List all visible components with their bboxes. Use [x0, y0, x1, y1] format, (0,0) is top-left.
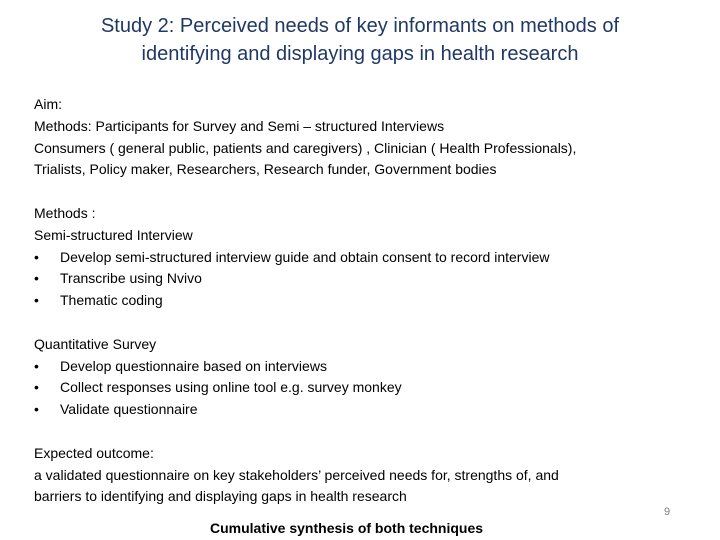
bullet-icon: • [34, 270, 39, 287]
outcome-label: Expected outcome: [34, 444, 154, 461]
survey-item-text: Develop questionnaire based on interviews [60, 357, 327, 374]
bullet-icon: • [34, 357, 39, 374]
slide-title-line-2: identifying and displaying gaps in health research [141, 43, 579, 65]
interview-item-text: Transcribe using Nvivo [60, 270, 202, 287]
interview-item [34, 247, 694, 269]
outcome-line-2: barriers to identifying and displaying gaps in health research [34, 488, 407, 505]
consumers-line-1: Consumers ( general public, patients and caregivers) , Clinician ( Health Professionals), [34, 139, 577, 156]
survey-item-text: Validate questionnaire [60, 401, 198, 418]
spacer [34, 181, 694, 203]
survey-item [34, 356, 694, 378]
spacer [34, 421, 694, 443]
consumers-line-2: Trialists, Policy maker, Researchers, Research funder, Government bodies [34, 161, 497, 178]
slide-body [34, 94, 694, 508]
interview-item [34, 290, 694, 312]
bullet-icon: • [34, 379, 39, 396]
interview-item-text: Develop semi-structured interview guide and obtain consent to record interview [60, 248, 550, 265]
survey-heading: Quantitative Survey [34, 335, 157, 352]
slide-title-line-1: Study 2: Perceived needs of key informants on methods of [100, 15, 620, 37]
survey-item-text: Collect responses using online tool e.g. survey monkey [60, 379, 402, 396]
aim-label: Aim: [34, 96, 62, 112]
methods-label: Methods : [34, 204, 96, 221]
interview-heading: Semi-structured Interview [34, 226, 193, 243]
bullet-icon: • [34, 248, 39, 265]
interview-item-text: Thematic coding [60, 292, 163, 309]
methods-participants: Methods: Participants for Survey and Semi – structured Interviews [34, 117, 445, 134]
bullet-icon: • [34, 292, 39, 309]
spacer [34, 312, 694, 334]
slide-title [40, 12, 680, 68]
page-number: 9 [664, 506, 671, 518]
outcome-line-1: a validated questionnaire on key stakeholders’ perceived needs for, strengths of, and [34, 466, 559, 483]
interview-item [34, 268, 694, 290]
survey-item [34, 377, 694, 399]
survey-item [34, 399, 694, 421]
bullet-icon: • [34, 401, 39, 418]
footer-caption: Cumulative synthesis of both techniques [210, 520, 484, 536]
